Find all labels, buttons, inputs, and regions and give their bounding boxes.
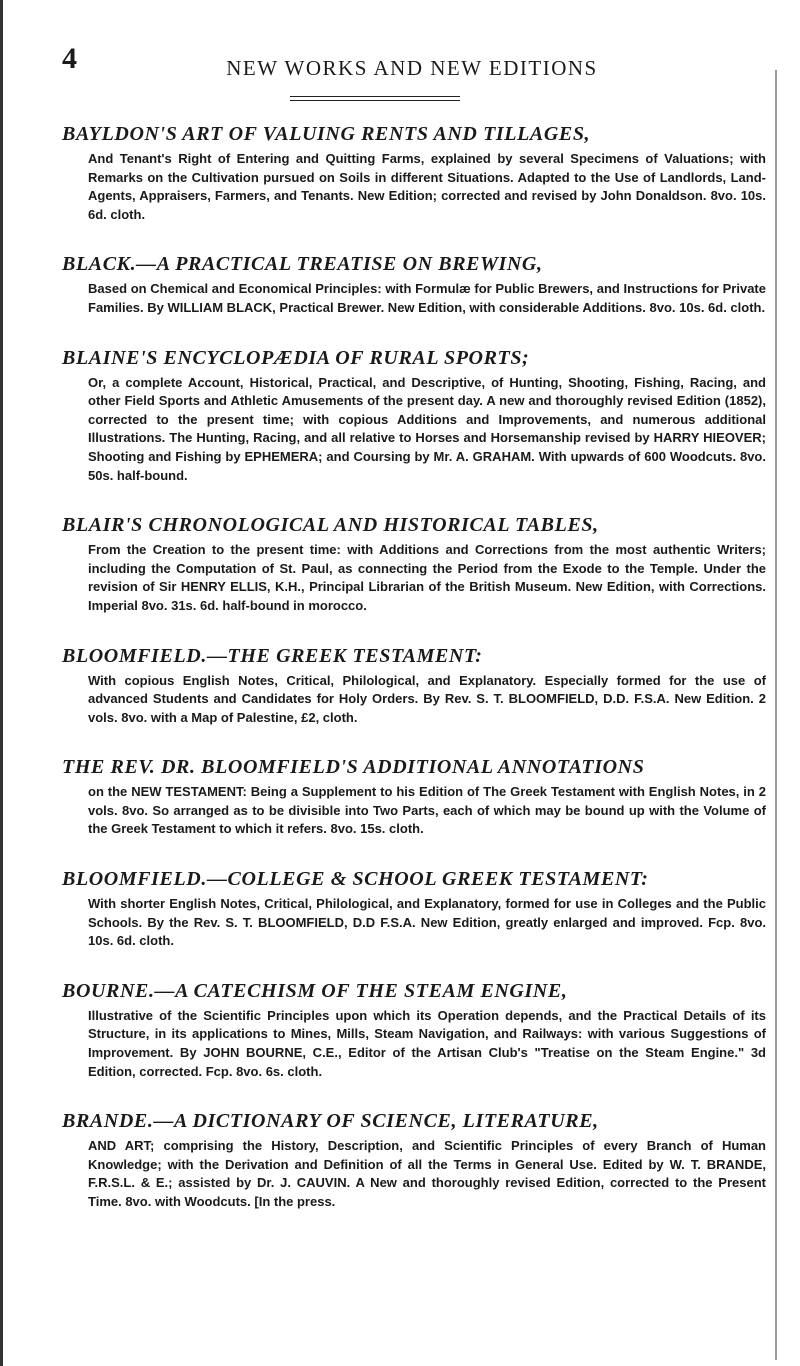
entry-title: BLAIR'S CHRONOLOGICAL AND HISTORICAL TABLES, (62, 514, 599, 537)
catalogue-entry (62, 252, 766, 317)
entry-description: With copious English Notes, Critical, Philological, and Explanatory. Especially formed for the use of advanced Students and Candidates for Holy Orders. By Rev. S. T. BLOOMFIELD, D.D. F.S.A. New Edition. 2 vols. 8vo. with a Map of Palestine, £2, cloth. (88, 672, 766, 725)
page-header (62, 42, 762, 82)
entry-description: Or, a complete Account, Historical, Practical, and Descriptive, of Hunting, Shooting, Fishing, Racing, and other Field Sports and Athletic Amusements of the present day. A new and thoroughly revised Edition (1852), corrected to the present time; with copious Additions and Improvements, and numerous additional Illustrations. The Hunting, Racing, and all relative to Horses and Horsemanship revised by HARRY HIEOVER; Shooting and Fishing by EPHEMERA; and Coursing by Mr. A. GRAHAM. With upwards of 600 Woodcuts. 8vo. 50s. half-bound. (88, 374, 766, 483)
catalogue-entry (62, 867, 766, 951)
entry-description: Based on Chemical and Economical Principles: with Formulæ for Public Brewers, and Instructions for Private Families. By WILLIAM BLACK, Practical Brewer. New Edition, with considerable Additions. 8vo. 10s. 6d. cloth. (88, 281, 766, 315)
catalogue-entry (62, 1109, 766, 1211)
entry-title: BLOOMFIELD.—COLLEGE & SCHOOL GREEK TESTAMENT: (62, 868, 649, 891)
entry-description: on the NEW TESTAMENT: Being a Supplement to his Edition of The Greek Testament with English Notes, in 2 vols. 8vo. So arranged as to be divisible into Two Parts, each of which may be bound up with the Volume of the Greek Testament to which it refers. 8vo. 15s. cloth. (88, 784, 766, 837)
catalogue-entry (62, 513, 766, 615)
entry-description: With shorter English Notes, Critical, Philological, and Explanatory, formed for use in Colleges and the Public Schools. By the Rev. S. T. BLOOMFIELD, D.D F.S.A. New Edition, greatly enlarged and improved. Fcp. 8vo. 10s. 6d. cloth. (88, 896, 766, 949)
entry-title: BRANDE.—A DICTIONARY OF SCIENCE, LITERATURE, (62, 1110, 599, 1133)
entry-title: BLAINE'S ENCYCLOPÆDIA OF RURAL SPORTS; (62, 346, 530, 369)
page-edge-right (775, 70, 777, 1360)
catalogue-entry (62, 346, 766, 486)
entry-title: BLACK.—A PRACTICAL TREATISE ON BREWING, (62, 253, 543, 276)
running-head: NEW WORKS AND NEW EDITIONS (226, 56, 598, 80)
entry-title: BAYLDON'S ART OF VALUING RENTS AND TILLAGES, (62, 123, 591, 145)
catalogue-entry (62, 122, 766, 224)
page-edge-shadow (0, 0, 3, 1366)
catalogue-entry (62, 644, 766, 728)
entry-description: And Tenant's Right of Entering and Quitting Farms, explained by several Specimens of Valuations; with Remarks on the Cultivation pursued on Soils in different Situations. Adapted to the Use of Landlords, Land-Agents, Appraisers, Farmers, and Tenants. New Edition; corrected and revised by John Donaldson. 8vo. 10s. 6d. cloth. (88, 151, 766, 222)
entry-description: Illustrative of the Scientific Principles upon which its Operation depends, and the Practical Details of its Structure, in its applications to Mines, Mills, Steam Navigation, and Railways: with various Suggestions of Improvement. By JOHN BOURNE, C.E., Editor of the Artisan Club's "Treatise on the Steam Engine." 3d Edition, corrected. Fcp. 8vo. 6s. cloth. (88, 1007, 766, 1079)
catalogue-entry (62, 979, 766, 1081)
catalogue-entries (62, 122, 766, 1240)
header-rule-bottom (290, 100, 460, 101)
header-rule-top (290, 96, 460, 97)
entry-title: BLOOMFIELD.—THE GREEK TESTAMENT: (62, 644, 483, 667)
entry-title: BOURNE.—A CATECHISM OF THE STEAM ENGINE, (62, 979, 568, 1002)
entry-description: AND ART; comprising the History, Description, and Scientific Principles of every Branch of Human Knowledge; with the Derivation and Definition of all the Terms in General Use. Edited by W. T. BRANDE, F.R.S.L. & E.; assisted by Dr. J. CAUVIN. A New and thoroughly revised Edition, corrected to the Present Time. 8vo. with Woodcuts. [In the press. (88, 1138, 766, 1209)
page-number: 4 (62, 42, 77, 75)
entry-title: THE REV. DR. BLOOMFIELD'S ADDITIONAL ANNOTATIONS (62, 756, 645, 779)
entry-description: From the Creation to the present time: with Additions and Corrections from the most authentic Writers; including the Computation of St. Paul, as connecting the Period from the Exode to the Temple. Under the revision of Sir HENRY ELLIS, K.H., Principal Librarian of the British Museum. New Edition, with Corrections. Imperial 8vo. 31s. 6d. half-bound in morocco. (88, 542, 766, 613)
catalogue-entry (62, 755, 766, 839)
